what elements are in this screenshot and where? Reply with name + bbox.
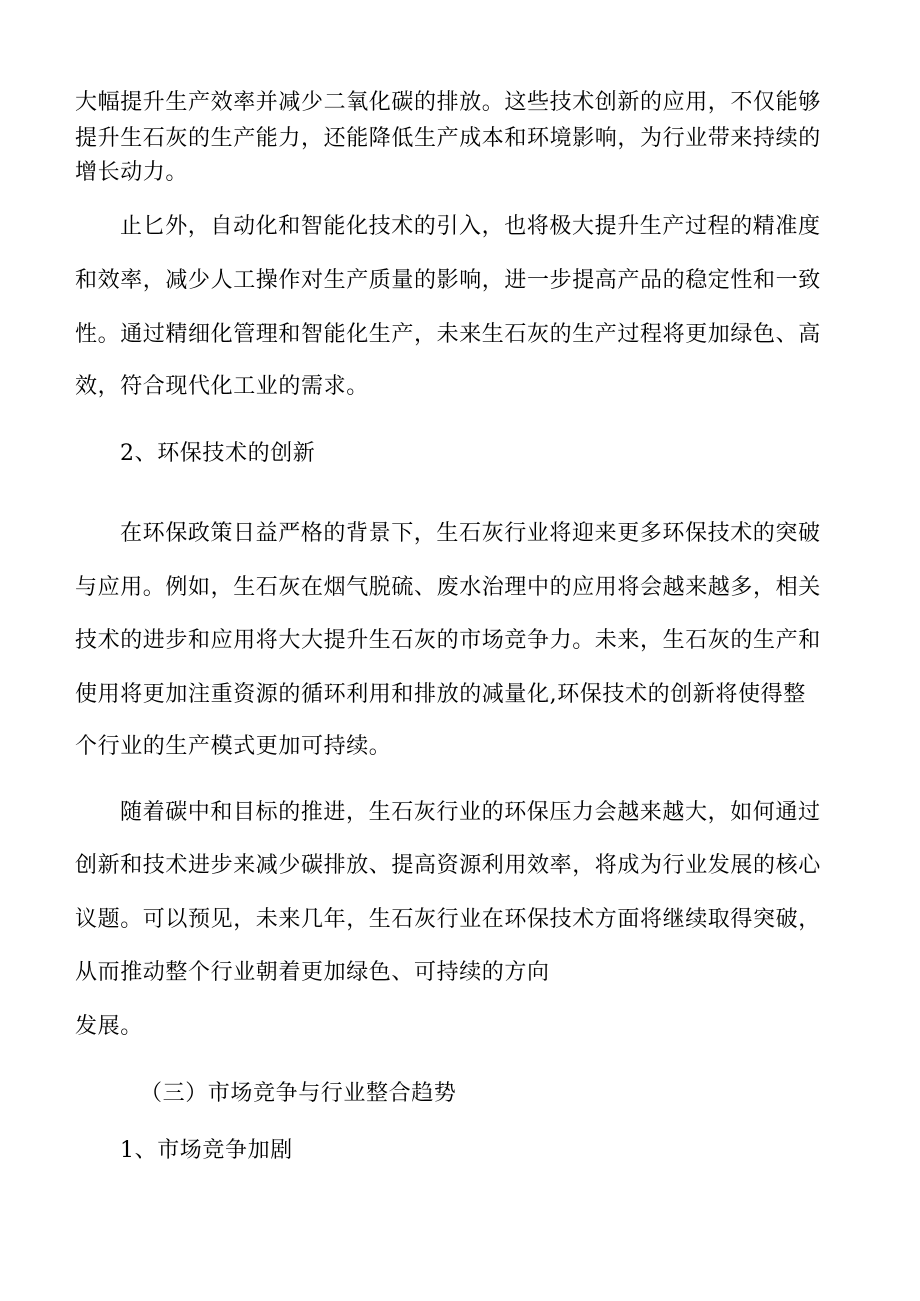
- paragraph-line: 和效率，减少人工操作对生产质量的影响，进一步提高产品的稳定性和一致: [75, 268, 821, 293]
- section-heading: （三）市场竞争与行业整合趋势: [140, 1081, 457, 1106]
- paragraph-line: 性。通过精细化管理和智能化生产，未来生石灰的生产过程将更加绿色、高: [75, 322, 821, 347]
- paragraph-line: 发展。: [75, 1014, 143, 1039]
- paragraph-line: 效，符合现代化工业的需求。: [75, 374, 369, 399]
- paragraph-line: 个行业的生产模式更加可持续。: [75, 734, 392, 759]
- paragraph-line: 议题。可以预见，未来几年，生石灰行业在环保技术方面将继续取得突破，: [75, 907, 821, 932]
- paragraph-line: 随着碳中和目标的推进，生石灰行业的环保压力会越来越大，如何通过: [120, 800, 821, 825]
- subsection-heading: 1、市场竞争加剧: [120, 1138, 293, 1163]
- section-heading: 2、环保技术的创新: [120, 441, 316, 466]
- paragraph-line: 大幅提升生产效率并减少二氧化碳的排放。这些技术创新的应用，不仅能够: [75, 90, 821, 115]
- paragraph-line: 在环保政策日益严格的背景下，生石灰行业将迎来更多环保技术的突破: [120, 521, 821, 546]
- paragraph-line: 创新和技术进步来减少碳排放、提高资源利用效率，将成为行业发展的核心: [75, 853, 821, 878]
- paragraph-line: 增长动力。: [75, 160, 189, 185]
- paragraph-line: 止匕外，自动化和智能化技术的引入，也将极大提升生产过程的精准度: [120, 214, 821, 239]
- paragraph-line: 使用将更加注重资源的循环利用和排放的减量化,环保技术的创新将使得整: [75, 682, 806, 707]
- paragraph-line: 与应用。例如，生石灰在烟气脱硫、废水治理中的应用将会越来越多，相关: [75, 575, 821, 600]
- paragraph-line: 技术的进步和应用将大大提升生石灰的市场竞争力。未来，生石灰的生产和: [75, 628, 821, 653]
- paragraph-line: 从而推动整个行业朝着更加绿色、可持续的方向: [75, 960, 550, 985]
- paragraph-line: 提升生石灰的生产能力，还能降低生产成本和环境影响，为行业带来持续的: [75, 126, 821, 151]
